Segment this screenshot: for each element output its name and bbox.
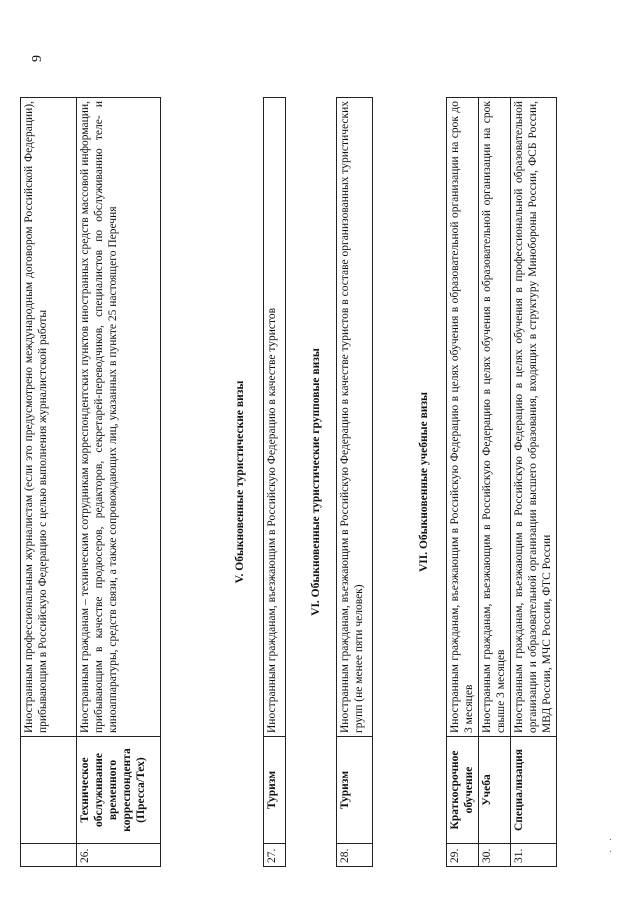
visa-table-section-6 [336,97,373,867]
row-description: Иностранным гражданам, въезжающим в Российскую Федерацию в качестве туристов [264,98,286,737]
table-row [264,98,286,867]
table-row [447,98,479,867]
row-number: 28. [337,844,373,867]
visa-table-section-7 [446,97,557,867]
page-number: 9 [30,55,45,62]
row-number: 29. [447,844,479,867]
section-title-7: VII. Обыкновенные учебные визы [418,391,430,573]
row-description: Иностранным гражданам – техническим сотрудникам корреспондентских пунктов иностранных средств массовой информации, прибывающим в качестве продюсеров, редакторов, секретарей-переводчиков, специалистов по обслуживанию теле- и киноаппаратуры, средств связи, а также сопровождающих лиц, указанных в пункте 25 настоящего Перечня [77,98,161,737]
table-row [479,98,511,867]
row-category: Техническое обслуживание временного корреспондента (Пресса/Тех) [77,737,161,844]
row-number: 30. [479,844,511,867]
row-number: 27. [264,844,286,867]
scan-artifact: · · [606,834,617,853]
row-category: Туризм [337,737,373,844]
table-row [21,98,77,867]
row-category: Краткосрочное обучение [447,737,479,844]
table-row [337,98,373,867]
row-number: 26. [77,844,161,867]
section-title-6: VI. Обыкновенные туристические групповые визы [310,348,322,616]
row-description: Иностранным гражданам, въезжающим в Российскую Федерацию в целях обучения в профессиональной образовательной организации и образовательной организации высшего образования, входящих в структуру Минобороны России, ФСБ России, МВД России, МЧС России, ФТС России [511,98,557,737]
row-description: Иностранным гражданам, въезжающим в Российскую Федерацию в целях обучения в образовательной организации на срок до 3 месяцев [447,98,479,737]
row-description: Иностранным гражданам, въезжающим в Российскую Федерацию в целях обучения в образовательной организации на срок свыше 3 месяцев [479,98,511,737]
row-category: Учеба [479,737,511,844]
visa-table-part-1 [20,97,161,867]
row-category [21,737,77,844]
visa-table-section-5 [263,97,286,867]
table-row [511,98,557,867]
row-number: 31. [511,844,557,867]
row-number [21,844,77,867]
row-description: Иностранным профессиональным журналистам (если это предусмотрено международным договором Российской Федерации), прибывающим в Российскую Федерацию с целью выполнения журналистской работы [21,98,77,737]
table-row [77,98,161,867]
row-description: Иностранным гражданам, въезжающим в Российскую Федерацию в качестве туристов в составе организованных туристических групп (не менее пяти человек) [337,98,373,737]
row-category: Туризм [264,737,286,844]
row-category: Специализация [511,737,557,844]
section-title-5: V. Обыкновенные туристические визы [234,380,246,584]
